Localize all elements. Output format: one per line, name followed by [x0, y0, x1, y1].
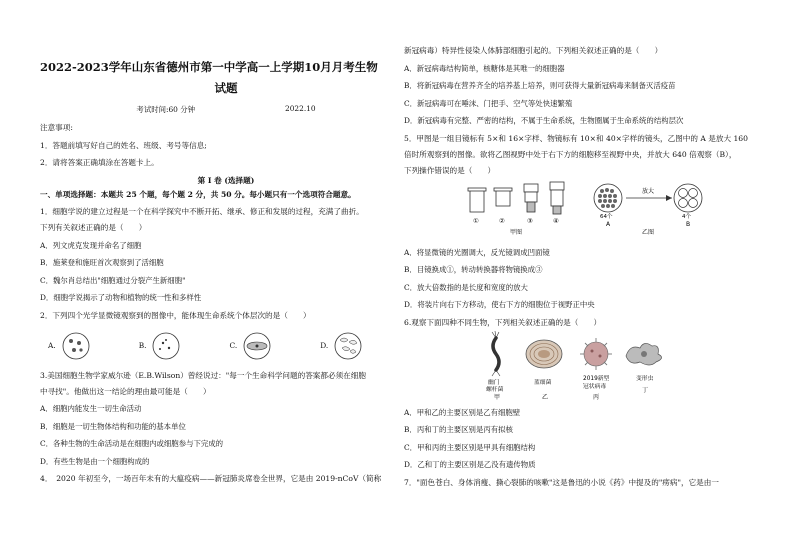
field-b-count: 4个: [682, 213, 691, 220]
microscope-image-c: [240, 331, 274, 361]
q4-option-a: A．新冠病毒结构简单，核糖体是其唯一的细胞器: [404, 63, 565, 73]
note-item: 1．答题前填写好自己的姓名、班级、考号等信息;: [40, 140, 207, 150]
q4-option-c: C．新冠病毒可在唾沫、门把手、空气等处快速繁殖: [404, 98, 573, 108]
q1-stem: 下列有关叙述正确的是（ ）: [40, 223, 147, 232]
q6-option-d: D．乙和丁的主要区别是乙没有遗传物质: [404, 460, 536, 469]
organism-name: 2019新型: [583, 375, 610, 382]
lens-3: [524, 184, 538, 212]
q6-option-a: A．甲和乙的主要区别是乙有细胞壁: [404, 407, 521, 417]
note-item: 2．请将答案正确填涂在答题卡上。: [40, 158, 159, 167]
field-a-count: 64个: [600, 213, 613, 220]
q4-stem: 4． 2020 年初至今，一场百年未有的大瘟疫病——新冠肺炎席卷全世界，它是由 2019-nCoV（简称: [40, 474, 382, 483]
exam-date: 2022.10: [285, 104, 316, 113]
q5-option-a: A．将显微镜的光圈调大，反光镜调成凹面镜: [404, 247, 550, 257]
organism-tag: 甲: [494, 393, 501, 401]
q3-option-c: C．各种生物的生命活动是在细胞内或细胞参与下完成的: [40, 439, 224, 448]
microscope-image-a: [59, 331, 93, 361]
q3-stem: 3.美国细胞生物学家威尔逊（E.B.Wilson）曾经说过："每一个生命科学问题的答案都必须在细胞: [40, 370, 366, 380]
exam-title-cont: 试题: [214, 81, 238, 95]
q4-option-d: D．新冠病毒有完整、严密的结构，不属于生命系统，生物圈属于生命系统的结构层次: [404, 116, 684, 125]
organism-name: 变形虫: [636, 375, 654, 382]
lens-label-2: ②: [499, 216, 505, 225]
field-a-label: A: [606, 220, 611, 228]
q3-option-b: B．细胞是一切生物体结构和功能的基本单位: [40, 421, 186, 431]
q2-figure-d: D.: [320, 331, 365, 361]
q5-option-b: B．目镜换成①，转动转换器将物镜换成③: [404, 265, 543, 274]
microscope-image-d: [331, 331, 365, 361]
q6-figure: [404, 330, 760, 402]
q1-option-b: B．施莱登和施旺首次观察到了活细胞: [40, 258, 164, 267]
q7-stem: 7．"面色苍白、身体消瘦、撕心裂肺的咳嗽"这是鲁迅的小说《药》中提及的"痨病"，它是由一: [404, 477, 719, 487]
organism-name: 螺杆菌: [486, 386, 504, 393]
q6-option-c: C．甲和丙的主要区别是甲具有细胞结构: [404, 442, 536, 452]
organism-name: 蓝细菌: [534, 379, 552, 386]
q5-stem: 5．甲图是一组目镜标有 5×和 16×字样、物镜标有 10×和 40×字样的镜头，乙图中的 A 是放大 160: [404, 133, 748, 143]
q5-figure: [404, 178, 760, 244]
q5-stem: 倍时所观察到的图像。欲将乙图视野中处于右下方的细胞移至视野中央，并放大 640 倍观察（B），: [404, 149, 737, 159]
q4-stem-cont: 新冠病毒）特异性侵染人体肺部细胞引起的。下列相关叙述正确的是（ ）: [404, 46, 663, 55]
q1-stem: 1．细胞学说的建立过程是一个在科学探究中不断开拓、继承、修正和发展的过程，充满了曲折。: [40, 207, 364, 216]
notes-heading: 注意事项:: [40, 123, 73, 132]
arrow-head-icon: [666, 195, 672, 201]
organism-tag: 丁: [642, 386, 649, 394]
q1-option-a: A．列文虎克发现并命名了细胞: [40, 240, 142, 250]
lens-1: [468, 188, 486, 212]
q2-figure-a: A.: [48, 331, 93, 361]
field-b: [674, 184, 702, 212]
organism-name: 幽门: [488, 379, 500, 386]
lens-2: [494, 188, 512, 206]
helicobacter-icon: [492, 331, 500, 376]
right-column: [404, 46, 760, 488]
exam-meta: [40, 104, 412, 115]
q6-option-b: B．丙和丁的主要区别是丙有拟核: [404, 425, 513, 434]
field-b-label: B: [686, 220, 691, 228]
q2-figures: [48, 329, 412, 361]
lens-label-4: ④: [553, 216, 559, 225]
q2-figure-c: C.: [229, 331, 274, 361]
q6-stem: 6.观察下面四种不同生物，下列相关叙述正确的是（ ）: [404, 317, 602, 327]
lens-4: [550, 182, 564, 214]
volume-heading: 第 I 卷 (选择题): [197, 175, 255, 185]
q5-option-d: D．将装片向右下方移动，使右下方的细胞位于视野正中央: [404, 300, 595, 309]
section-instruction: 一、单项选择题：本题共 25 个题，每个题 2 分，共 50 分。每小题只有一个选项符合题意。: [40, 189, 356, 199]
q3-option-a: A．细胞内能发生一切生命活动: [40, 404, 142, 413]
figure-caption-jia: 甲图: [510, 228, 523, 236]
organism-tag: 乙: [542, 393, 549, 401]
field-a: [594, 184, 622, 212]
left-column: [40, 60, 412, 484]
q5-option-c: C．放大倍数指的是长度和宽度的放大: [404, 282, 528, 292]
magnify-label: 放大: [642, 187, 655, 195]
exam-title: 2022-2023学年山东省德州市第一中学高一上学期10月月考生物: [40, 60, 378, 74]
organism-tag: 丙: [593, 393, 600, 401]
lens-label-3: ③: [527, 216, 533, 225]
lens-label-1: ①: [473, 216, 479, 225]
exam-time: 考试时间:60 分钟: [136, 105, 196, 114]
microscope-image-b: [149, 331, 183, 361]
coronavirus-icon: [580, 338, 612, 370]
q3-stem: 中寻找"。他做出这一结论的理由最可能是（ ）: [40, 386, 211, 396]
q2-stem: 2．下列四个光学显微镜观察到的图像中，能体现生命系统个体层次的是（ ）: [40, 310, 311, 320]
cyanobacteria-icon: [526, 340, 562, 368]
organism-name: 冠状病毒: [583, 383, 607, 390]
q1-option-c: C．魏尔肖总结出"细胞通过分裂产生新细胞": [40, 275, 186, 285]
amoeba-icon: [626, 343, 662, 365]
q5-stem: 下列操作错误的是（ ）: [404, 165, 496, 175]
q1-option-d: D．细胞学说揭示了动物和植物的统一性和多样性: [40, 293, 202, 302]
q3-option-d: D．有些生物是由一个细胞构成的: [40, 456, 150, 466]
figure-caption-yi: 乙图: [642, 228, 655, 236]
q2-figure-b: B.: [139, 331, 184, 361]
q4-option-b: B．将新冠病毒在营养齐全的培养基上培养，则可获得大量新冠病毒来制备灭活疫苗: [404, 81, 676, 90]
